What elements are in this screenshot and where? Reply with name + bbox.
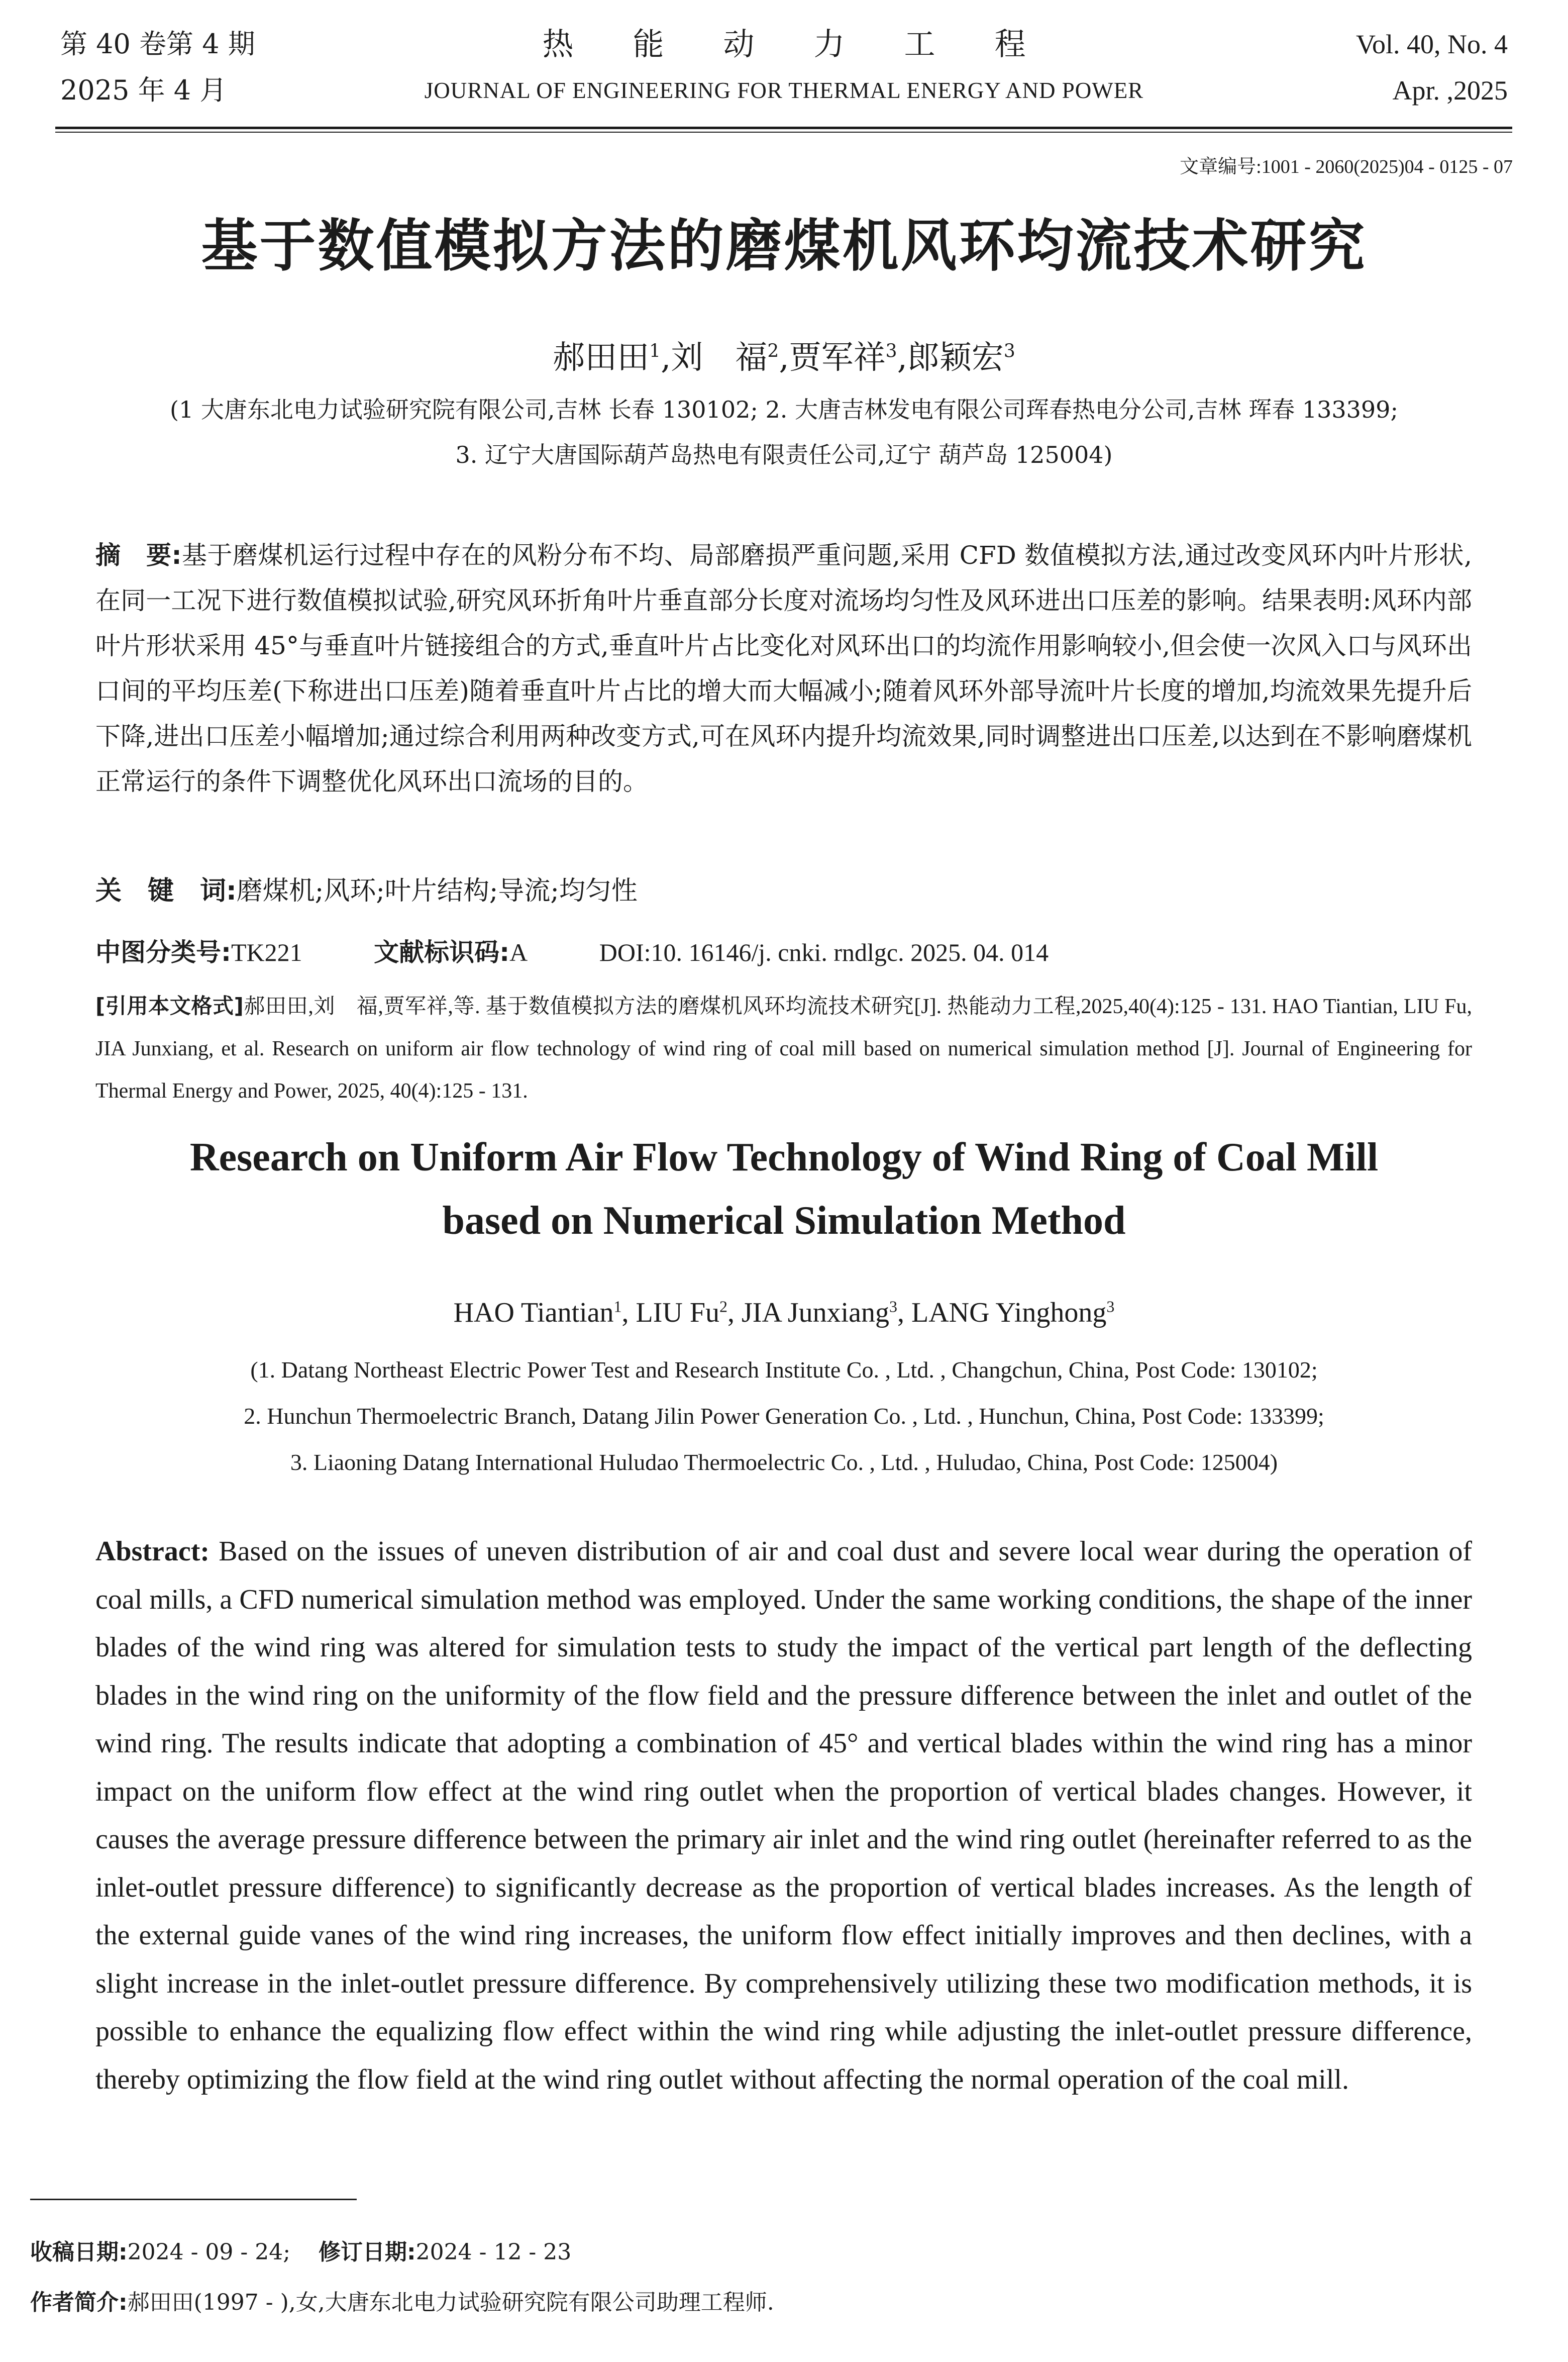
affiliation-line: (1. Datang Northeast Electric Power Test and Research Institute Co. , Ltd. , Changchun, China, Post Code: 130102;	[250, 1357, 1318, 1383]
header-rule-thin	[55, 132, 1512, 133]
affiliation-line: 3. Liaoning Datang International Huludao Thermoelectric Co. , Ltd. , Huludao, China, Post Code: 125004)	[290, 1449, 1278, 1475]
title-line: Research on Uniform Air Flow Technology of Wind Ring of Coal Mill	[189, 1135, 1379, 1179]
author-affiliation-mark: 2	[767, 341, 779, 362]
affiliations-cn	[0, 387, 1568, 477]
author-affiliation-mark: 1	[649, 341, 661, 362]
keywords-text: 磨煤机;风环;叶片结构;导流;均匀性	[236, 876, 638, 906]
author-affiliation-mark: 3	[889, 1297, 897, 1316]
author-name: JIA Junxiang	[742, 1297, 889, 1328]
footnote-rule	[30, 2199, 357, 2200]
volume-issue-en: Vol. 40, No. 4	[1355, 29, 1508, 59]
keywords-cn	[95, 869, 1472, 907]
date-en: Apr. ,2025	[1392, 75, 1508, 106]
author-name: HAO Tiantian	[453, 1297, 614, 1328]
doc-code: A	[509, 938, 528, 966]
paper-title-cn: 基于数值模拟方法的磨煤机风环均流技术研究	[201, 214, 1367, 279]
journal-name	[0, 21, 1568, 114]
citation-text: 郝田田,刘 福,贾军祥,等. 基于数值模拟方法的磨煤机风环均流技术研究[J]. 热能动力工程,2025,40(4):125 - 131. HAO Tiantian, LIU Fu, JIA Junxiang, et al. Research on uniform air flow technology of wind ring of coal mill based on numerical simulation method [J]. Journal of Engineering for Thermal Energy and Power, 2025, 40(4):125 - 131.	[95, 995, 1472, 1103]
citation-format	[95, 985, 1472, 1112]
journal-name-en: JOURNAL OF ENGINEERING FOR THERMAL ENERGY AND POWER	[424, 78, 1144, 103]
affiliations-en	[0, 1347, 1568, 1486]
author-name: 郝田田	[553, 339, 650, 376]
revised-label: 修订日期:	[319, 2239, 416, 2265]
author-name: 郎颖宏	[907, 339, 1004, 376]
classification-line	[95, 932, 1472, 968]
author-affiliation-mark: 2	[719, 1297, 727, 1316]
bio-label: 作者简介:	[30, 2290, 128, 2315]
affiliation-line: (1 大唐东北电力试验研究院有限公司,吉林 长春 130102; 2. 大唐吉林发电有限公司珲春热电分公司,吉林 珲春 133399;	[170, 396, 1398, 423]
citation-label: [引用本文格式]	[95, 994, 244, 1018]
author-name: LANG Yinghong	[911, 1297, 1107, 1328]
keywords-label: 关 键 词:	[95, 876, 237, 906]
author-list-en: HAO Tiantian$^1$, LIU Fu$^2$, JIA Junxiang$^3$, LANG Yinghong$^3$	[453, 1297, 1115, 1328]
clc-code: TK221	[231, 938, 302, 966]
journal-name-cn: 热能动力工程	[542, 26, 1085, 62]
article-number: 文章编号:1001 - 2060(2025)04 - 0125 - 07	[1180, 156, 1513, 177]
title-line: based on Numerical Simulation Method	[442, 1199, 1126, 1243]
header-rule	[55, 127, 1512, 129]
author-affiliation-mark: 3	[885, 341, 897, 362]
clc-label: 中图分类号:	[95, 938, 231, 967]
abstract-label-en: Abstract:	[95, 1536, 210, 1567]
author-name: LIU Fu	[636, 1297, 719, 1328]
author-name: 贾军祥	[789, 339, 886, 376]
abstract-text-en: Based on the issues of uneven distribution of air and coal dust and severe local wear during the operation of coal mills, a CFD numerical simulation method was employed. Under the same working conditions, the shape of the inner blades of the wind ring was altered for simulation tests to study the impact of the vertical part length of the deflecting blades in the wind ring on the uniformity of the flow field and the pressure difference between the inlet and outlet of the wind ring. The results indicate that adopting a combination of 45° and vertical blades within the wind ring has a minor impact on the uniform flow effect at the wind ring outlet when the proportion of vertical blades changes. However, it causes the average pressure difference between the primary air inlet and the wind ring outlet (hereinafter referred to as the inlet-outlet pressure difference) to significantly decrease as the proportion of vertical blades increases. As the length of the external guide vanes of the wind ring increases, the uniform flow effect initially improves and then declines, with a slight increase in the inlet-outlet pressure difference. By comprehensively utilizing these two modification methods, it is possible to enhance the equalizing flow effect within the wind ring while adjusting the inlet-outlet pressure difference, thereby optimizing the flow field at the wind ring outlet without affecting the normal operation of the coal mill.	[95, 1536, 1472, 2095]
abstract-en	[95, 1528, 1472, 2104]
received-label: 收稿日期:	[30, 2239, 128, 2265]
doc-code-label: 文献标识码:	[374, 938, 510, 967]
author-affiliation-mark: 1	[613, 1297, 622, 1316]
journal-volume-issue-en	[1356, 21, 1508, 114]
affiliation-line: 2. Hunchun Thermoelectric Branch, Datang Jilin Power Generation Co. , Ltd. , Hunchun, China, Post Code: 133399;	[244, 1403, 1324, 1429]
bio-text: 郝田田(1997 - ),女,大唐东北电力试验研究院有限公司助理工程师.	[127, 2290, 774, 2315]
author-list-cn: 郝田田$^1$,刘 福$^2$,贾军祥$^3$,郎颖宏$^3$	[553, 339, 1015, 376]
revised-date: 2024 - 12 - 23	[415, 2239, 572, 2265]
affiliation-line: 3. 辽宁大唐国际葫芦岛热电有限责任公司,辽宁 葫芦岛 125004)	[455, 441, 1113, 468]
abstract-cn	[95, 533, 1472, 804]
author-affiliation-mark: 3	[1003, 341, 1015, 362]
author-name: 刘 福	[671, 339, 768, 376]
abstract-text-cn: 基于磨煤机运行过程中存在的风粉分布不均、局部磨损严重问题,采用 CFD 数值模拟方法,通过改变风环内叶片形状,在同一工况下进行数值模拟试验,研究风环折角叶片垂直部分长度对流场均匀性及风环进出口压差的影响。结果表明:风环内部叶片形状采用 45°与垂直叶片链接组合的方式,垂直叶片占比变化对风环出口的均流作用影响较小,但会使一次风入口与风环出口间的平均压差(下称进出口压差)随着垂直叶片占比的增大而大幅减小;随着风环外部导流叶片长度的增加,均流效果先提升后下降,进出口压差小幅增加;通过综合利用两种改变方式,可在风环内提升均流效果,同时调整进出口压差,以达到在不影响磨煤机正常运行的条件下调整优化风环出口流场的目的。	[95, 541, 1472, 796]
received-date: 2024 - 09 - 24;	[127, 2239, 291, 2265]
date-cn: 2025 年 4 月	[60, 74, 227, 106]
abstract-label-cn: 摘 要:	[95, 541, 182, 570]
author-affiliation-mark: 3	[1106, 1297, 1115, 1316]
manuscript-dates	[30, 2234, 571, 2266]
volume-issue-cn: 第 40 卷第 4 期	[60, 28, 255, 60]
paper-title-en	[0, 1126, 1568, 1252]
author-bio	[30, 2284, 774, 2316]
doi: DOI:10. 16146/j. cnki. rndlgc. 2025. 04. 014	[599, 938, 1049, 966]
